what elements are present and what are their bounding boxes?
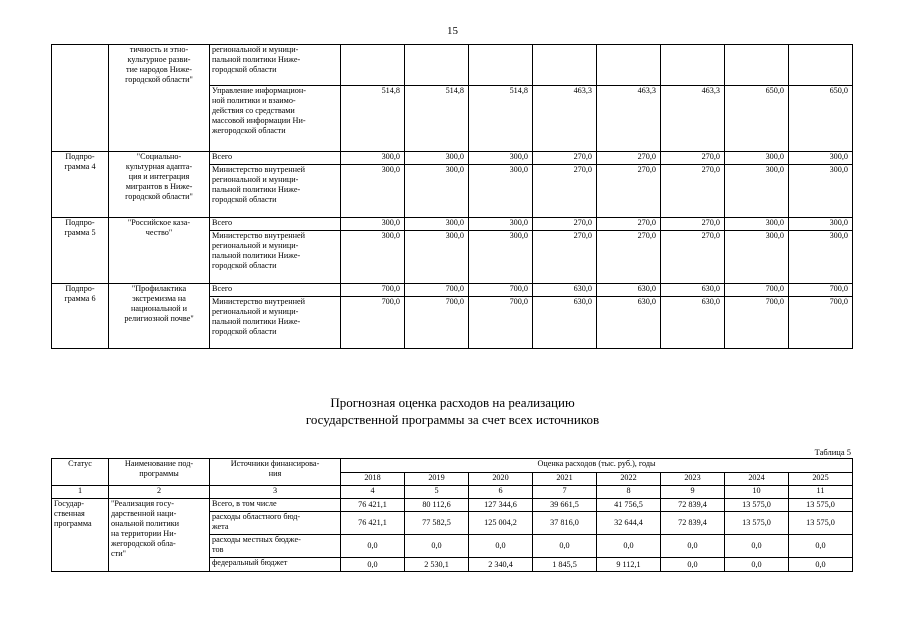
value-cell: 0,0: [661, 558, 725, 572]
column-number-cell: 8: [597, 486, 661, 499]
status-cell: Государ- ственная программа: [52, 499, 109, 572]
column-number-cell: 9: [661, 486, 725, 499]
value-cell: 13 575,0: [725, 499, 789, 512]
value-cell: 630,0: [597, 297, 661, 349]
value-cell: 270,0: [661, 231, 725, 284]
value-cell: 270,0: [597, 231, 661, 284]
funding-source-cell: федеральный бюджет: [210, 558, 341, 572]
subprogram-name-cell: "Социально- культурная адапта- ция и интеграция мигрантов в Ниже- городской области": [109, 152, 210, 218]
value-cell: 463,3: [661, 86, 725, 152]
value-cell: [469, 45, 533, 86]
funding-source-cell: расходы областного бюд- жета: [210, 512, 341, 535]
value-cell: 270,0: [661, 152, 725, 165]
funding-source-cell: расходы местных бюдже- тов: [210, 535, 341, 558]
value-cell: 0,0: [405, 535, 469, 558]
status-cell: [52, 45, 109, 152]
value-cell: 80 112,6: [405, 499, 469, 512]
value-cell: 77 582,5: [405, 512, 469, 535]
value-cell: 300,0: [789, 152, 853, 165]
value-cell: 127 344,6: [469, 499, 533, 512]
funding-source-cell: Министерство внутренней региональной и муници- пальной политики Ниже- городской области: [210, 231, 341, 284]
value-cell: 300,0: [405, 231, 469, 284]
continued-program-table: [51, 44, 853, 349]
year-header-cell: 2018: [341, 473, 405, 486]
value-cell: 650,0: [789, 86, 853, 152]
header-row: [52, 459, 853, 473]
value-cell: 514,8: [341, 86, 405, 152]
funding-source-cell: Управление информацион- ной политики и взаимо- действия со средствами массовой информации Ни- жегородской области: [210, 86, 341, 152]
value-cell: 300,0: [405, 165, 469, 218]
value-cell: 700,0: [341, 284, 405, 297]
value-cell: 700,0: [789, 284, 853, 297]
value-cell: 270,0: [533, 152, 597, 165]
value-cell: 300,0: [725, 165, 789, 218]
value-cell: 300,0: [789, 218, 853, 231]
value-cell: [597, 45, 661, 86]
column-number-cell: 10: [725, 486, 789, 499]
value-cell: 700,0: [789, 297, 853, 349]
subprogram-name-cell: "Российское каза- чество": [109, 218, 210, 284]
value-cell: 700,0: [725, 297, 789, 349]
table-row: [52, 218, 853, 231]
value-cell: 700,0: [469, 297, 533, 349]
year-header-cell: 2019: [405, 473, 469, 486]
value-cell: [789, 45, 853, 86]
column-number-cell: 1: [52, 486, 109, 499]
value-cell: 300,0: [725, 231, 789, 284]
expenditure-forecast-table: [51, 458, 853, 572]
value-cell: [661, 45, 725, 86]
year-header-cell: 2025: [789, 473, 853, 486]
value-cell: [341, 45, 405, 86]
value-cell: 300,0: [469, 231, 533, 284]
section-heading: [0, 394, 905, 428]
value-cell: 463,3: [533, 86, 597, 152]
value-cell: 300,0: [469, 218, 533, 231]
value-cell: [405, 45, 469, 86]
funding-source-cell: региональной и муници- пальной политики Ниже- городской области: [210, 45, 341, 86]
value-cell: 630,0: [533, 297, 597, 349]
value-cell: [533, 45, 597, 86]
program-name-cell: "Реализация госу- дарственной наци- ональной политики на территории Ни- жегородской обла- сти": [109, 499, 210, 572]
value-cell: [725, 45, 789, 86]
table-row: [52, 499, 853, 512]
value-cell: 630,0: [533, 284, 597, 297]
value-cell: 300,0: [469, 165, 533, 218]
column-number-cell: 11: [789, 486, 853, 499]
value-cell: 270,0: [533, 231, 597, 284]
funding-source-cell: Всего: [210, 152, 341, 165]
value-cell: 0,0: [597, 535, 661, 558]
funding-source-cell: Всего: [210, 218, 341, 231]
subprogram-name-cell: тичность и этно- культурное разви- тие народов Ниже- городской области": [109, 45, 210, 152]
value-cell: 300,0: [469, 152, 533, 165]
value-cell: 13 575,0: [725, 512, 789, 535]
value-cell: 700,0: [725, 284, 789, 297]
header-estimate: Оценка расходов (тыс. руб.), годы: [341, 459, 853, 473]
value-cell: 72 839,4: [661, 512, 725, 535]
year-header-cell: 2023: [661, 473, 725, 486]
value-cell: 0,0: [469, 535, 533, 558]
value-cell: 514,8: [405, 86, 469, 152]
table-row: [52, 284, 853, 297]
funding-source-cell: Министерство внутренней региональной и муници- пальной политики Ниже- городской области: [210, 165, 341, 218]
value-cell: 0,0: [341, 535, 405, 558]
value-cell: 300,0: [789, 165, 853, 218]
status-cell: Подпро- грамма 6: [52, 284, 109, 349]
value-cell: 700,0: [469, 284, 533, 297]
column-number-cell: 5: [405, 486, 469, 499]
value-cell: 270,0: [661, 218, 725, 231]
value-cell: 270,0: [661, 165, 725, 218]
heading-line-2: государственной программы за счет всех источников: [305, 412, 600, 427]
value-cell: 270,0: [597, 218, 661, 231]
value-cell: 650,0: [725, 86, 789, 152]
value-cell: 270,0: [597, 165, 661, 218]
value-cell: 2 340,4: [469, 558, 533, 572]
column-number-cell: 2: [109, 486, 210, 499]
value-cell: 630,0: [661, 297, 725, 349]
value-cell: 0,0: [789, 558, 853, 572]
table-row: [52, 152, 853, 165]
value-cell: 300,0: [341, 231, 405, 284]
value-cell: 39 661,5: [533, 499, 597, 512]
funding-source-cell: Всего, в том числе: [210, 499, 341, 512]
page-number: 15: [447, 25, 458, 37]
value-cell: 270,0: [597, 152, 661, 165]
value-cell: 300,0: [341, 165, 405, 218]
header-name: Наименование под- программы: [109, 459, 210, 486]
table-label: Таблица 5: [814, 447, 851, 457]
value-cell: 700,0: [341, 297, 405, 349]
value-cell: 700,0: [405, 297, 469, 349]
value-cell: 300,0: [341, 218, 405, 231]
value-cell: 13 575,0: [789, 499, 853, 512]
value-cell: 1 845,5: [533, 558, 597, 572]
status-cell: Подпро- грамма 5: [52, 218, 109, 284]
value-cell: 630,0: [597, 284, 661, 297]
heading-line-1: Прогнозная оценка расходов на реализацию: [330, 395, 575, 410]
value-cell: 32 644,4: [597, 512, 661, 535]
status-cell: Подпро- грамма 4: [52, 152, 109, 218]
value-cell: 0,0: [661, 535, 725, 558]
value-cell: 463,3: [597, 86, 661, 152]
value-cell: 37 816,0: [533, 512, 597, 535]
year-header-cell: 2020: [469, 473, 533, 486]
table-row: [52, 45, 853, 86]
value-cell: 700,0: [405, 284, 469, 297]
column-number-cell: 3: [210, 486, 341, 499]
value-cell: 300,0: [405, 152, 469, 165]
funding-source-cell: Министерство внутренней региональной и муници- пальной политики Ниже- городской области: [210, 297, 341, 349]
funding-source-cell: Всего: [210, 284, 341, 297]
column-number-cell: 4: [341, 486, 405, 499]
value-cell: 300,0: [789, 231, 853, 284]
value-cell: 630,0: [661, 284, 725, 297]
column-number-cell: 7: [533, 486, 597, 499]
value-cell: 300,0: [725, 152, 789, 165]
year-header-cell: 2022: [597, 473, 661, 486]
value-cell: 13 575,0: [789, 512, 853, 535]
value-cell: 270,0: [533, 165, 597, 218]
value-cell: 0,0: [341, 558, 405, 572]
value-cell: 125 004,2: [469, 512, 533, 535]
value-cell: 0,0: [725, 535, 789, 558]
header-source: Источники финансирова- ния: [210, 459, 341, 486]
value-cell: 300,0: [341, 152, 405, 165]
column-number-cell: 6: [469, 486, 533, 499]
value-cell: 9 112,1: [597, 558, 661, 572]
value-cell: 300,0: [405, 218, 469, 231]
value-cell: 0,0: [533, 535, 597, 558]
value-cell: 41 756,5: [597, 499, 661, 512]
value-cell: 514,8: [469, 86, 533, 152]
subprogram-name-cell: "Профилактика экстремизма на национальной и религиозной почве": [109, 284, 210, 349]
value-cell: 76 421,1: [341, 512, 405, 535]
value-cell: 0,0: [789, 535, 853, 558]
value-cell: 76 421,1: [341, 499, 405, 512]
header-status: Статус: [52, 459, 109, 486]
value-cell: 72 839,4: [661, 499, 725, 512]
year-header-cell: 2021: [533, 473, 597, 486]
value-cell: 2 530,1: [405, 558, 469, 572]
value-cell: 300,0: [725, 218, 789, 231]
value-cell: 0,0: [725, 558, 789, 572]
year-header-cell: 2024: [725, 473, 789, 486]
value-cell: 270,0: [533, 218, 597, 231]
column-number-row: [52, 486, 853, 499]
